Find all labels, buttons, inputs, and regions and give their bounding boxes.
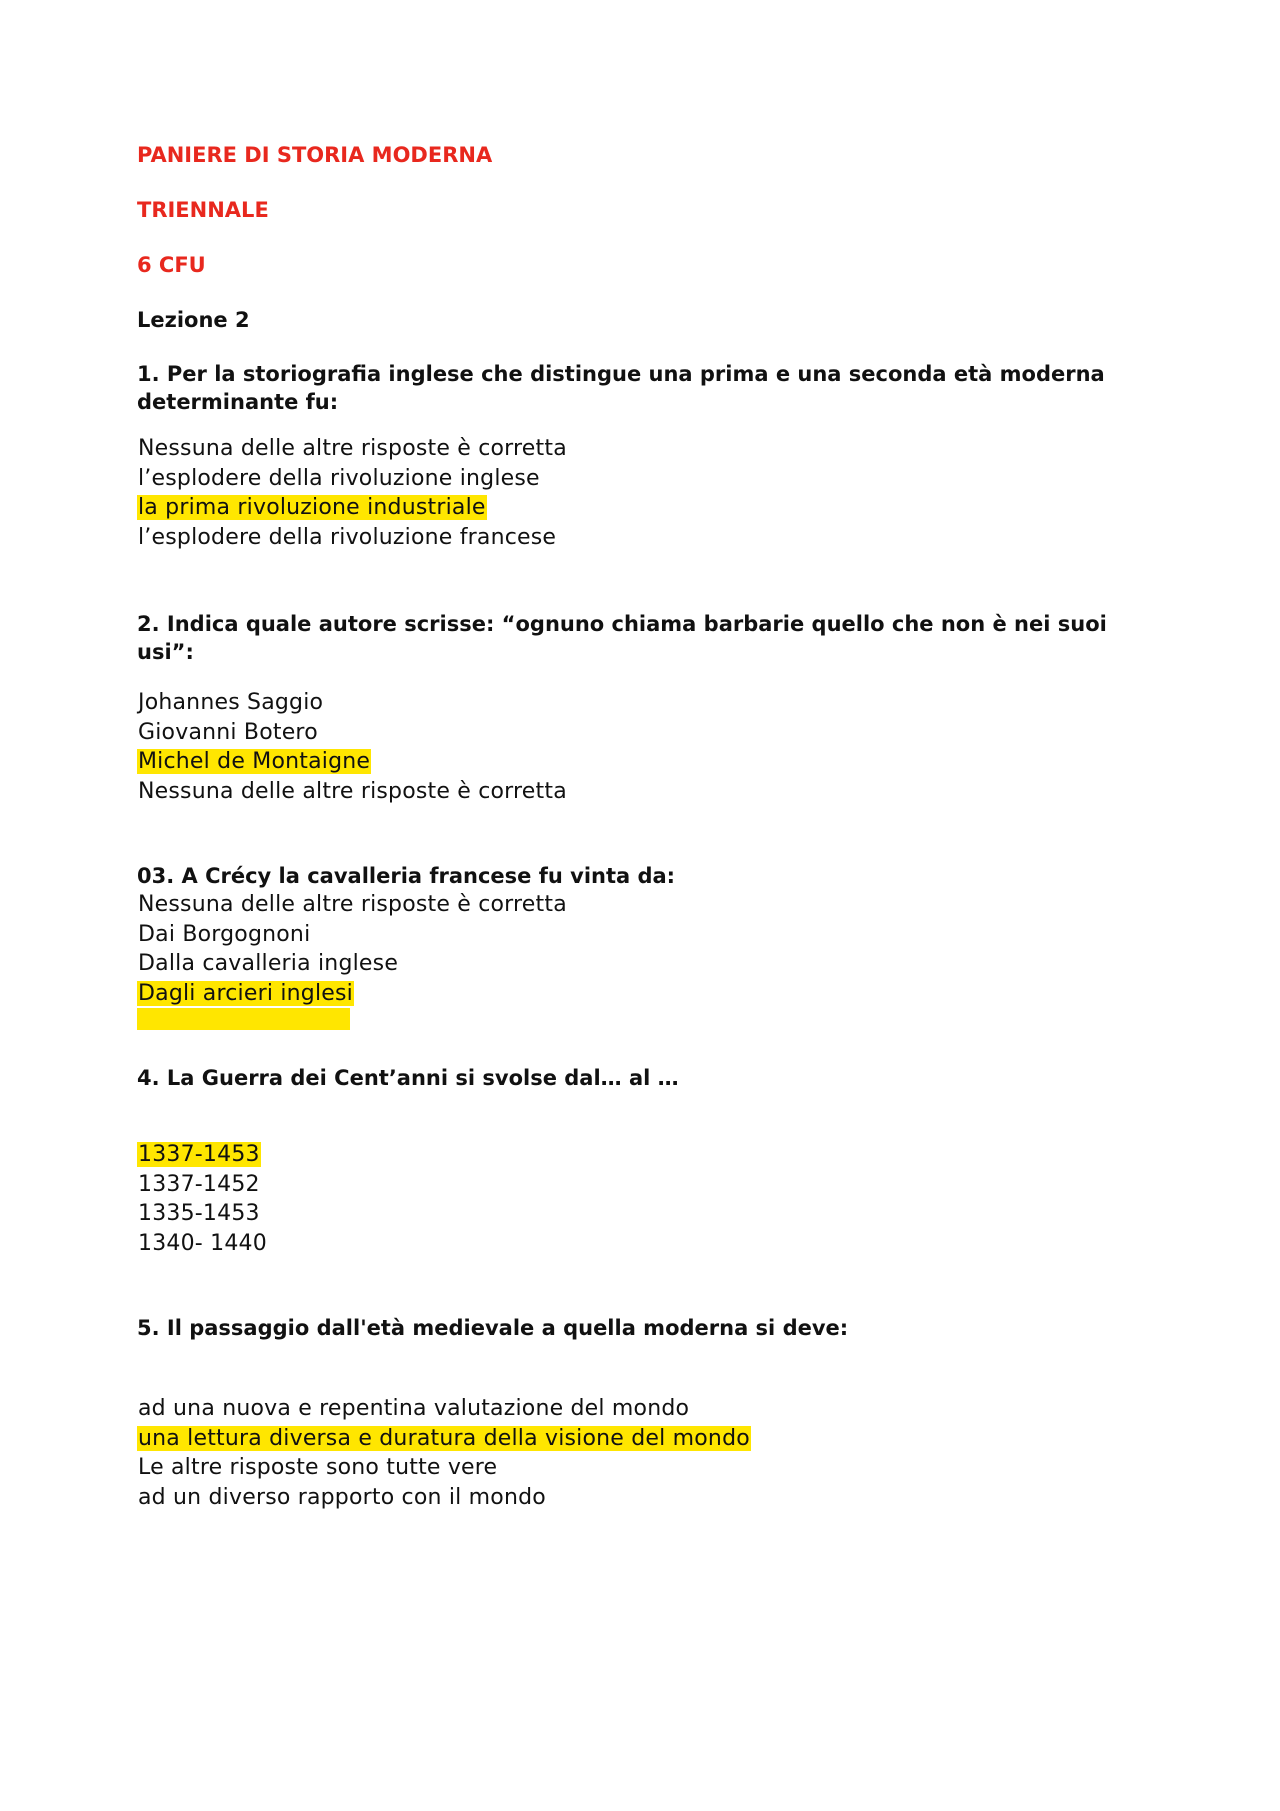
answer-option: Dalla cavalleria inglese xyxy=(138,951,399,976)
question-block-1 xyxy=(137,360,1157,552)
answer-option: Johannes Saggio xyxy=(138,690,324,715)
correct-answer-option: una lettura diversa e duratura della visione del mondo xyxy=(138,1425,750,1451)
answer-option: 1335-1453 xyxy=(138,1201,260,1226)
answer-list xyxy=(137,1140,1157,1258)
course-credits: 6 CFU xyxy=(137,253,206,277)
question-text: 5. Il passaggio dall'età medievale a quella moderna si deve: xyxy=(137,1316,849,1340)
correct-answer-option: la prima rivoluzione industriale xyxy=(138,495,486,520)
lesson-heading: Lezione 2 xyxy=(137,308,250,332)
answer-list xyxy=(137,890,1157,1008)
answer-option: ad un diverso rapporto con il mondo xyxy=(138,1484,546,1510)
course-level: TRIENNALE xyxy=(137,198,269,222)
answer-option: Dai Borgognoni xyxy=(138,921,311,947)
answer-option: Giovanni Botero xyxy=(138,719,318,745)
correct-answer-option: Dagli arcieri inglesi xyxy=(138,980,353,1006)
correct-answer-option: Michel de Montaigne xyxy=(138,749,371,774)
question-text: 4. La Guerra dei Cent’anni si svolse dal… al … xyxy=(137,1066,679,1090)
document-title: PANIERE DI STORIA MODERNA xyxy=(137,143,493,167)
answer-list xyxy=(137,1394,1157,1512)
question-block-2 xyxy=(137,610,1157,806)
answer-option: Nessuna delle altre risposte è corretta xyxy=(138,436,567,461)
answer-option: ad una nuova e repentina valutazione del mondo xyxy=(138,1396,690,1421)
highlight-extension xyxy=(137,1008,350,1030)
question-text: 2. Indica quale autore scrisse: “ognuno chiama barbarie quello che non è nei suoi usi”: xyxy=(137,612,1107,664)
question-block-5 xyxy=(137,1314,1157,1512)
answer-option: Nessuna delle altre risposte è corretta xyxy=(138,778,567,804)
answer-option: 1340- 1440 xyxy=(138,1230,267,1256)
document-page xyxy=(137,142,1157,1512)
answer-list xyxy=(137,688,1157,806)
answer-option: 1337-1452 xyxy=(138,1171,260,1197)
answer-option: l’esplodere della rivoluzione francese xyxy=(138,524,557,550)
question-text: 03. A Crécy la cavalleria francese fu vinta da: xyxy=(137,864,676,888)
question-block-3 xyxy=(137,862,1157,1030)
answer-option: Nessuna delle altre risposte è corretta xyxy=(138,892,567,917)
question-block-4 xyxy=(137,1064,1157,1258)
question-text: 1. Per la storiografia inglese che distingue una prima e una seconda età moderna determinante fu: xyxy=(137,362,1105,414)
answer-option: Le altre risposte sono tutte vere xyxy=(138,1455,498,1480)
correct-answer-option: 1337-1453 xyxy=(138,1142,260,1167)
answer-list xyxy=(137,434,1157,552)
answer-option: l’esplodere della rivoluzione inglese xyxy=(138,465,540,491)
